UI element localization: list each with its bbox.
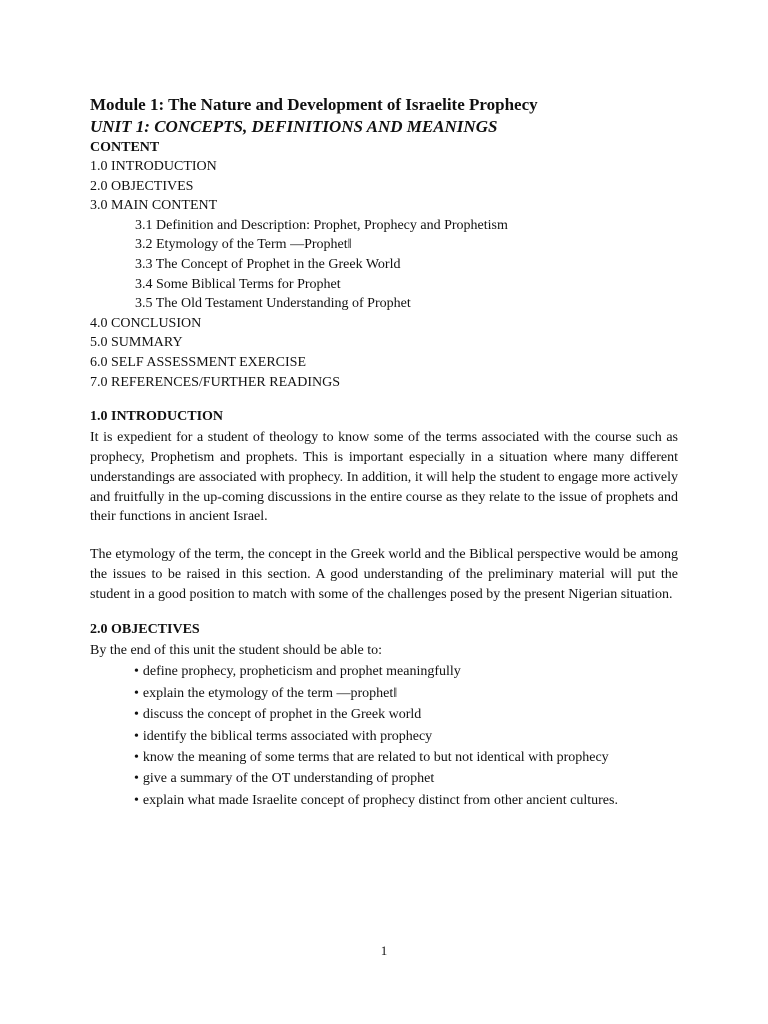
objective-text: identify the biblical terms associated with prophecy [142, 728, 433, 744]
objectives-heading: 2.0 OBJECTIVES [90, 621, 200, 637]
objective-text: give a summary of the OT understanding of prophet [142, 771, 435, 787]
introduction-paragraph: It is expedient for a student of theology to know some of the terms associated with the course such as prophecy, Prophetism and prophets. This is important especially in a situation where many different understandings are associated with prophecy. In addition, it will help the student to engage more actively and fruitfully in the up-coming discussions in the entire course as they relate to the issue of prophets and their functions in ancient Israel. [90, 430, 678, 525]
bullet-icon: • [134, 707, 139, 723]
bullet-icon: • [134, 664, 139, 680]
page-number: 1 [380, 943, 388, 958]
bullet-icon: • [134, 749, 139, 765]
module-title: Module 1: The Nature and Development of Israelite Prophecy [90, 95, 538, 114]
bullet-icon: • [134, 771, 139, 787]
document-page [90, 94, 678, 811]
objective-item [134, 768, 678, 789]
toc-item: 3.0 MAIN CONTENT [90, 198, 218, 214]
toc-subitem: 3.4 Some Biblical Terms for Prophet [135, 276, 341, 292]
objective-item [134, 726, 678, 747]
objective-text: discuss the concept of prophet in the Greek world [142, 707, 422, 723]
objective-text: define prophecy, propheticism and prophet meaningfully [142, 664, 461, 680]
introduction-heading: 1.0 INTRODUCTION [90, 409, 224, 425]
toc-subitem: 3.2 Etymology of the Term —Prophet‖ [135, 237, 352, 253]
objective-item [134, 747, 678, 768]
toc-subitem: 3.1 Definition and Description: Prophet, Prophecy and Prophetism [135, 217, 508, 233]
introduction-paragraph: The etymology of the term, the concept in the Greek world and the Biblical perspective would be among the issues to be raised in this section. A good understanding of the preliminary material will put the student in a good position to match with some of the challenges posed by the present Nigerian situation. [90, 547, 678, 602]
content-heading: CONTENT [90, 140, 160, 155]
objectives-list [90, 661, 678, 811]
unit-title: UNIT 1: CONCEPTS, DEFINITIONS AND MEANINGS [90, 117, 498, 136]
objective-item [134, 661, 678, 682]
toc-subitem: 3.5 The Old Testament Understanding of Prophet [135, 296, 411, 312]
objective-text: know the meaning of some terms that are related to but not identical with prophecy [142, 749, 609, 765]
objectives-intro: By the end of this unit the student should be able to: [90, 642, 383, 658]
bullet-icon: • [134, 728, 139, 744]
toc-item: 4.0 CONCLUSION [90, 315, 202, 331]
bullet-icon: • [134, 685, 139, 701]
table-of-contents [90, 157, 678, 392]
objective-item [134, 704, 678, 725]
toc-item: 7.0 REFERENCES/FURTHER READINGS [90, 374, 341, 390]
objective-item [134, 790, 678, 811]
objective-text: explain what made Israelite concept of prophecy distinct from other ancient cultures. [142, 792, 618, 808]
objective-item [134, 683, 678, 704]
toc-item: 1.0 INTRODUCTION [90, 159, 217, 174]
toc-item: 2.0 OBJECTIVES [90, 178, 194, 194]
toc-item: 5.0 SUMMARY [90, 335, 183, 351]
bullet-icon: • [134, 792, 139, 808]
toc-subitem: 3.3 The Concept of Prophet in the Greek World [135, 256, 401, 272]
objective-text: explain the etymology of the term —prophet‖ [142, 685, 398, 701]
toc-item: 6.0 SELF ASSESSMENT EXERCISE [90, 354, 307, 370]
